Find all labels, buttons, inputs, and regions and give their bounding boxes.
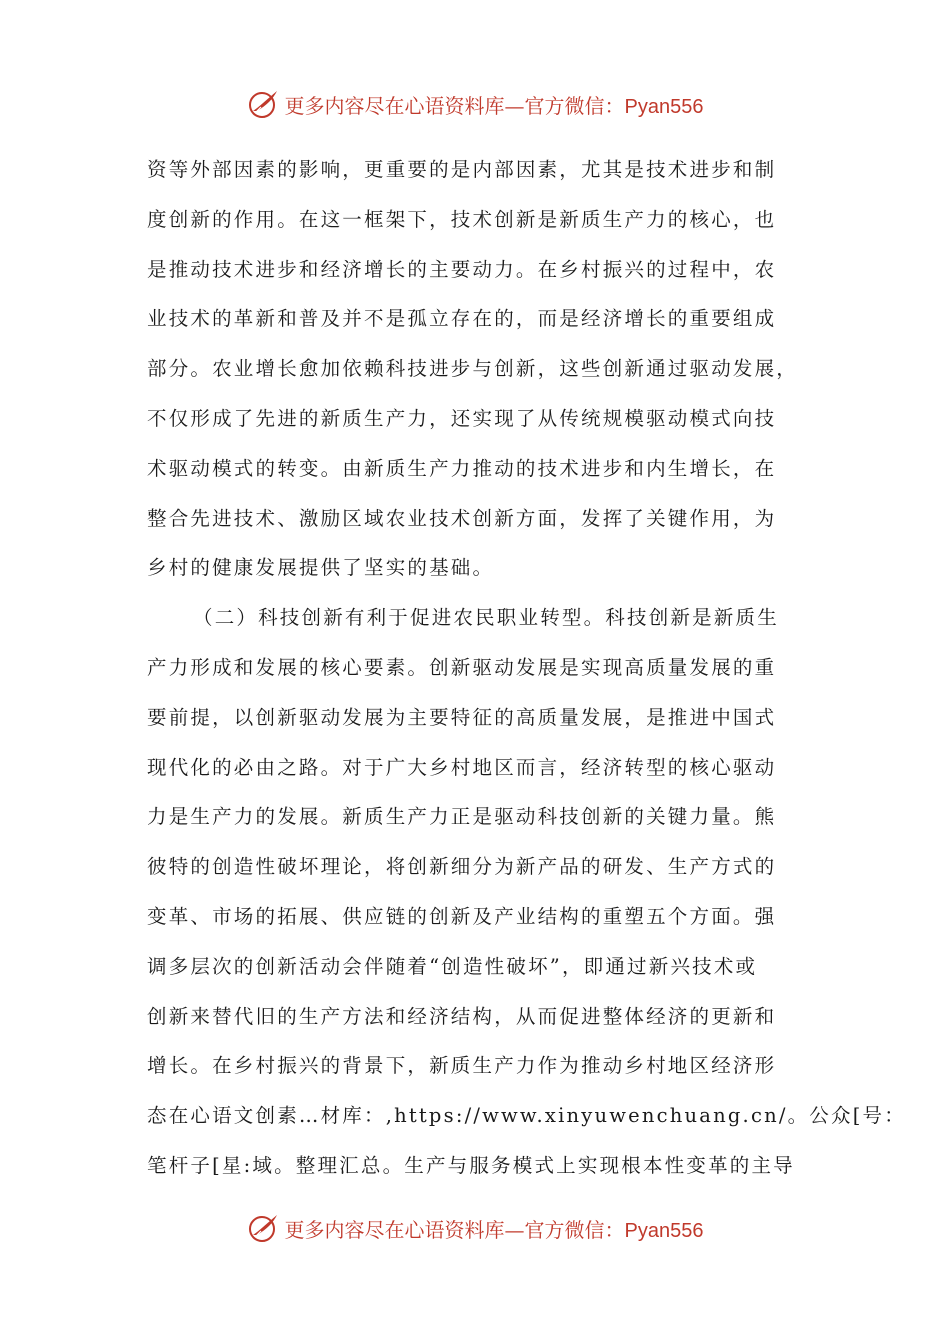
body-line: 乡村的健康发展提供了坚实的基础。 <box>147 556 495 580</box>
body-line: 度创新的作用。在这一框架下，技术创新是新质生产力的核心，也 <box>147 207 777 231</box>
body-line: 术驱动模式的转变。由新质生产力推动的技术进步和内生增长，在 <box>147 456 777 480</box>
body-line: 是推动技术进步和经济增长的主要动力。在乡村振兴的过程中，农 <box>147 257 777 281</box>
quill-logo-icon <box>247 1211 281 1245</box>
body-line: 笔杆子[星:域。整理汇总。生产与服务模式上实现根本性变革的主导 <box>147 1153 795 1177</box>
body-line: 力是生产力的发展。新质生产力正是驱动科技创新的关键力量。熊 <box>147 805 777 829</box>
body-line: 要前提，以创新驱动发展为主要特征的高质量发展，是推进中国式 <box>147 705 777 729</box>
body-line: 增长。在乡村振兴的背景下，新质生产力作为推动乡村地区经济形 <box>147 1054 777 1078</box>
body-line: 创新来替代旧的生产方法和经济结构，从而促进整体经济的更新和 <box>147 1004 777 1028</box>
document-body <box>147 145 906 1191</box>
body-line: 产力形成和发展的核心要素。创新驱动发展是实现高质量发展的重 <box>147 655 777 679</box>
body-line: 调多层次的创新活动会伴随着“创造性破坏”，即通过新兴技术或 <box>147 954 758 978</box>
body-line: 部分。农业增长愈加依赖科技进步与创新，这些创新通过驱动发展， <box>147 357 799 381</box>
body-line: 不仅形成了先进的新质生产力，还实现了从传统规模驱动模式向技 <box>147 406 777 430</box>
body-line: 现代化的必由之路。对于广大乡村地区而言，经济转型的核心驱动 <box>147 755 777 779</box>
footer-watermark-banner <box>0 1208 950 1248</box>
footer-wechat-id: Pyan556 <box>624 1219 704 1242</box>
header-watermark-text: 更多内容尽在心语资料库—官方微信：Pyan556 <box>284 93 704 118</box>
section-heading-line: （二）科技创新有利于促进农民职业转型。科技创新是新质生 <box>193 606 779 630</box>
body-line-with-link: 态在心语文创素…材库：,https://www.xinyuwenchuang.cn/。公众[号： <box>147 1104 906 1128</box>
header-wechat-id: Pyan556 <box>624 95 704 118</box>
header-watermark-banner <box>0 84 950 124</box>
body-line: 变革、市场的拓展、供应链的创新及产业结构的重塑五个方面。强 <box>147 904 777 928</box>
body-line: 整合先进技术、激励区域农业技术创新方面，发挥了关键作用，为 <box>147 506 777 530</box>
body-line: 业技术的革新和普及并不是孤立存在的，而是经济增长的重要组成 <box>147 307 777 331</box>
body-line: 彼特的创造性破坏理论，将创新细分为新产品的研发、生产方式的 <box>147 855 777 879</box>
body-line: 资等外部因素的影响，更重要的是内部因素，尤其是技术进步和制 <box>147 158 777 181</box>
quill-logo-icon <box>247 87 281 121</box>
footer-watermark-text: 更多内容尽在心语资料库—官方微信：Pyan556 <box>284 1217 704 1242</box>
